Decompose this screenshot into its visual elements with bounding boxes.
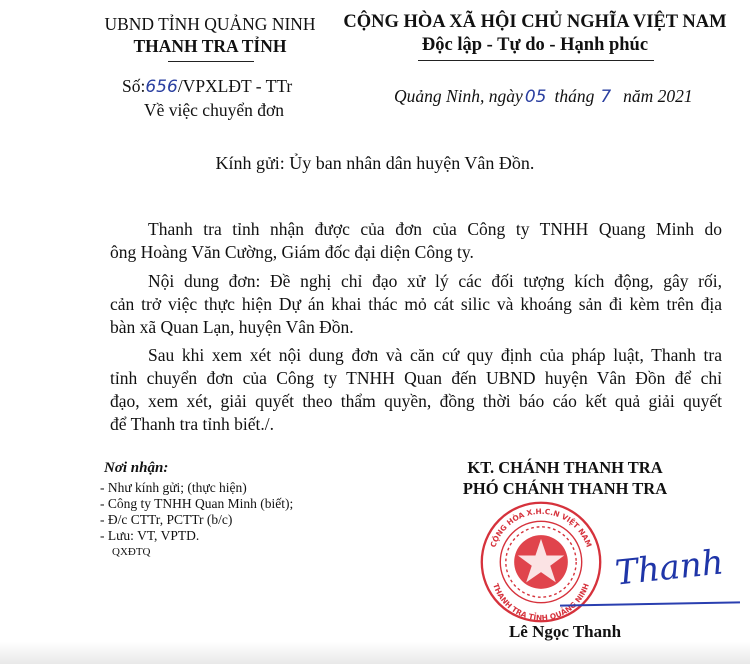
handwritten-signature: Thanh [613,542,726,594]
signer-name: Lê Ngọc Thanh [508,622,622,641]
body-line: ông Hoàng Văn Cường, Giám đốc đại diện Công ty. [110,242,474,262]
date-line [394,86,693,107]
body-line: Thanh tra tỉnh nhận được của đơn của Công ty TNHH Quang Minh do [148,219,722,239]
ref-number-handwritten: 656 [145,77,178,97]
country-name: CỘNG HÒA XÃ HỘI CHỦ NGHĨA VIỆT NAM [343,12,727,32]
ref-suffix: /VPXLĐT - TTr [177,76,293,96]
body-line: Sau khi xem xét nội dung đơn và căn cứ quy định của pháp luật, Thanh tra [148,345,722,365]
body-line: bàn xã Quan Lạn, huyện Vân Đồn. [110,317,354,337]
svg-text:CỘNG HÒA X.H.C.N VIỆT NAM: CỘNG HÒA X.H.C.N VIỆT NAM [488,506,594,549]
year-label: năm 2021 [623,86,693,106]
agency-name: UBND TỈNH QUẢNG NINH [104,14,316,34]
recipients-item: - Đ/c CTTr, PCTTr (b/c) [100,512,233,527]
recipients-title: Nơi nhận: [104,460,169,476]
date-place: Quảng Ninh, ngày [394,86,523,106]
signer-title: KT. CHÁNH THANH TRA [467,458,663,477]
body-line: cản trở việc thực hiện Dự án khai thác mỏ cát silic và khoáng sản đi kèm trên địa [110,294,722,314]
ref-prefix: Số: [122,76,146,96]
motto: Độc lập - Tự do - Hạnh phúc [421,35,649,55]
month-label: tháng [554,86,595,106]
date-month: 7 [600,87,612,107]
reference-number [122,76,292,97]
office-name: THANH TRA TỈNH [133,36,287,56]
body-line: Nội dung đơn: Đề nghị chỉ đạo xử lý các đối tượng kích động, gây rối, [148,271,722,291]
body-line: tỉnh chuyển đơn của Công ty TNHH Quan đến UBND huyện Vân Đồn để chỉ [110,368,722,388]
svg-text:THANH TRA TỈNH QUẢNG NINH: THANH TRA TỈNH QUẢNG NINH [491,582,591,623]
recipients-item: - Như kính gửi; (thực hiện) [100,480,247,495]
divider [418,60,654,61]
divider [168,61,254,62]
body-line: đạo, xem xét, giải quyết theo thẩm quyền, đồng thời báo cáo kết quả giải quyết [110,391,722,411]
subject: Về việc chuyển đơn [144,100,284,120]
recipients-item: - Lưu: VT, VPTD. [100,528,200,543]
date-day: 05 [524,87,547,107]
recipient-line: Kính gửi: Ủy ban nhân dân huyện Vân Đồn. [215,153,535,173]
page-edge [0,642,750,664]
recipients-code: QXĐTQ [112,546,151,558]
body-line: để Thanh tra tỉnh biết./. [110,414,274,434]
signer-subtitle: PHÓ CHÁNH THANH TRA [462,479,668,498]
recipients-item: - Công ty TNHH Quan Minh (biết); [100,496,294,511]
